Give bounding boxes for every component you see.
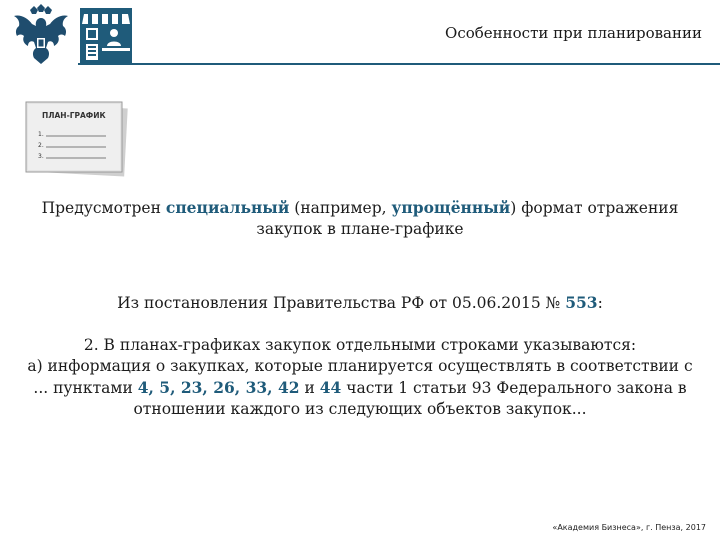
decree-reference-paragraph: Из постановления Правительства РФ от 05.06.2015 № 553: (117, 293, 603, 312)
plan-schedule-document-image (24, 98, 130, 178)
format-note-paragraph: Предусмотрен специальный (например, упрощённый) формат отражения закупок в плане-графике (41, 198, 679, 238)
doc-image-item-3: 3. (38, 153, 44, 160)
quote-line-1: 2. В планах-графиках закупок отдельными строками указываются: (83, 336, 637, 354)
shop-kiosk-icon (78, 6, 134, 66)
footer-caption: «Академия Бизнеса», г. Пенза, 2017 (552, 523, 706, 532)
highlight-points: 4, 5, 23, 26, 33, 42 (137, 378, 300, 397)
highlight-point-44: 44 (319, 378, 342, 397)
highlight-decree-number: 553 (565, 293, 598, 312)
highlight-special: специальный (165, 198, 290, 217)
header-divider (78, 63, 720, 65)
slide-title: Особенности при планировании (445, 24, 702, 42)
coat-of-arms-icon (10, 4, 72, 70)
doc-image-item-2: 2. (38, 142, 44, 149)
doc-image-item-1: 1. (38, 131, 44, 138)
doc-image-title: ПЛАН-ГРАФИК (42, 111, 106, 120)
decree-quote-paragraph: 2. В планах-графиках закупок отдельными строками указываются: а) информация о закупках, которые планируется осуществлять в соответствии с ... пунктами 4, 5, 23, 26, 33, 42 и 44 части 1 статьи 93 Федерального закона в отношении каждого из следующих объектов закупок... (27, 336, 693, 418)
highlight-simplified: упрощённый (391, 198, 511, 217)
